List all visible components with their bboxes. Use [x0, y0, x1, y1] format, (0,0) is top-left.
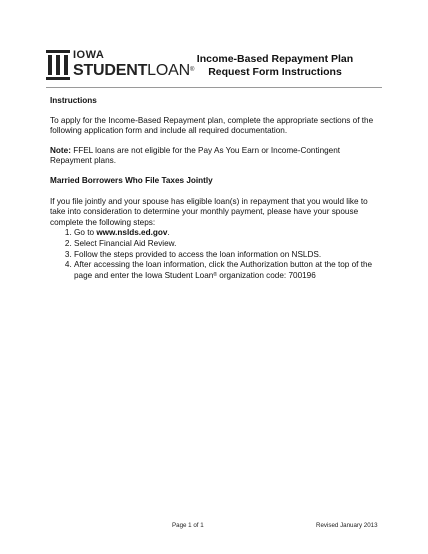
steps-list: [50, 228, 380, 281]
step1-prefix: Go to: [74, 228, 97, 238]
logo-bottom-word: [73, 62, 194, 80]
married-heading: Married Borrowers Who File Taxes Jointly: [50, 175, 213, 185]
step-item: 3. Follow the steps provided to access the loan information on NSLDS.: [74, 250, 380, 261]
step-item: 2. Select Financial Aid Review.: [74, 239, 380, 250]
note-paragraph: [50, 146, 380, 167]
document-title: [190, 53, 360, 79]
step4-part1: After accessing the loan information, click the Authorization button at the top of the page and enter the Iowa Student Loan: [74, 260, 373, 280]
instructions-intro: To apply for the Income-Based Repayment plan, complete the appropriate sections of the following application form and include all required documentation.: [50, 115, 374, 136]
step4-part2: organization code: 700196: [217, 270, 316, 280]
married-intro: If you file jointly and your spouse has eligible loan(s) in repayment that you would like to take into consideration to determine your monthly payment, please have your spouse complete the following steps:: [50, 196, 368, 227]
nslds-link[interactable]: www.nslds.ed.gov: [96, 228, 168, 238]
footer-revised-date: Revised January 2013: [316, 522, 378, 529]
step-item: [74, 228, 380, 239]
document-body: [50, 96, 380, 281]
header-divider: [46, 87, 382, 88]
columns-logo-icon: [46, 50, 70, 80]
step4-registered-mark: ®: [213, 271, 217, 278]
footer-page-number: Page 1 of 1: [172, 522, 204, 529]
note-text: FFEL loans are not eligible for the Pay As You Earn or Income-Contingent Repayment plans.: [50, 145, 341, 166]
note-label: Note:: [50, 145, 71, 155]
instructions-heading: Instructions: [50, 96, 97, 105]
logo-registered-mark: ®: [189, 67, 195, 73]
iowa-student-loan-logo: [46, 48, 195, 88]
title-line-1: Income-Based Repayment Plan: [196, 53, 354, 65]
logo-student: STUDENT: [73, 62, 148, 79]
step-item: [74, 260, 380, 281]
logo-loan: LOAN: [147, 62, 190, 79]
step1-suffix: .: [167, 228, 170, 238]
logo-top-word: IOWA: [73, 49, 105, 61]
title-line-2: Request Form Instructions: [208, 66, 342, 78]
